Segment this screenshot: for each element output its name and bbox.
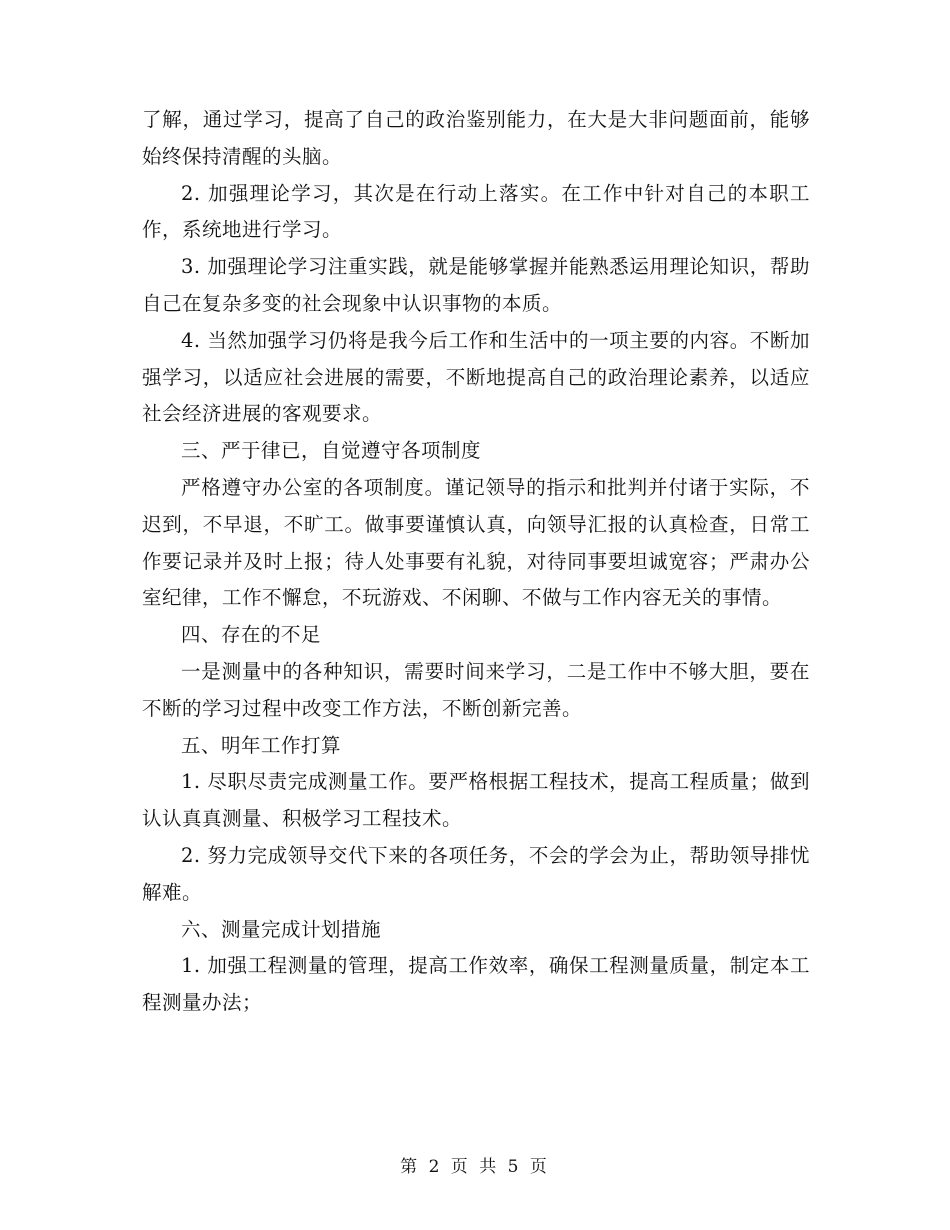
paragraph-plan-1: 1. 尽职尽责完成测量工作。要严格根据工程技术，提高工程质量；做到认认真真测量、积极学习工程技术。 <box>142 770 810 831</box>
section-heading-6: 六、测量完成计划措施 <box>181 917 382 941</box>
section-heading-4: 四、存在的不足 <box>181 623 322 647</box>
paragraph-item-4: 4. 当然加强学习仍将是我今后工作和生活中的一项主要的内容。不断加强学习，以适应社会进展的需要，不断地提高自己的政治理论素养，以适应社会经济进展的客观要求。 <box>142 328 810 426</box>
paragraph-measure-1: 1. 加强工程测量的管理，提高工作效率，确保工程测量质量，制定本工程测量办法； <box>142 954 810 1015</box>
paragraph-shortcomings: 一是测量中的各种知识，需要时间来学习，二是工作中不够大胆，要在不断的学习过程中改变工作方法，不断创新完善。 <box>142 659 810 720</box>
document-body <box>142 102 810 1022</box>
paragraph-item-2: 2. 加强理论学习，其次是在行动上落实。在工作中针对自己的本职工作，系统地进行学习。 <box>142 181 810 242</box>
section-heading-3: 三、严于律已，自觉遵守各项制度 <box>181 439 482 463</box>
section-heading-5: 五、明年工作打算 <box>181 733 342 757</box>
paragraph-continuation: 了解，通过学习，提高了自己的政治鉴别能力，在大是大非问题面前，能够始终保持清醒的头脑。 <box>142 108 810 168</box>
page-number-footer: 第 2 页 共 5 页 <box>400 1157 550 1177</box>
paragraph-item-3: 3. 加强理论学习注重实践，就是能够掌握并能熟悉运用理论知识，帮助自己在复杂多变的社会现象中认识事物的本质。 <box>142 255 810 315</box>
paragraph-plan-2: 2. 努力完成领导交代下来的各项任务，不会的学会为止，帮助领导排忧解难。 <box>142 843 810 904</box>
paragraph-rules: 严格遵守办公室的各项制度。谨记领导的指示和批判并付诸于实际，不迟到，不早退，不旷工。做事要谨慎认真，向领导汇报的认真检查，日常工作要记录并及时上报；待人处事要有礼貌，对待同事要坦诚宽容；严肃办公室纪律，工作不懈怠，不玩游戏、不闲聊、不做与工作内容无关的事情。 <box>142 475 810 610</box>
